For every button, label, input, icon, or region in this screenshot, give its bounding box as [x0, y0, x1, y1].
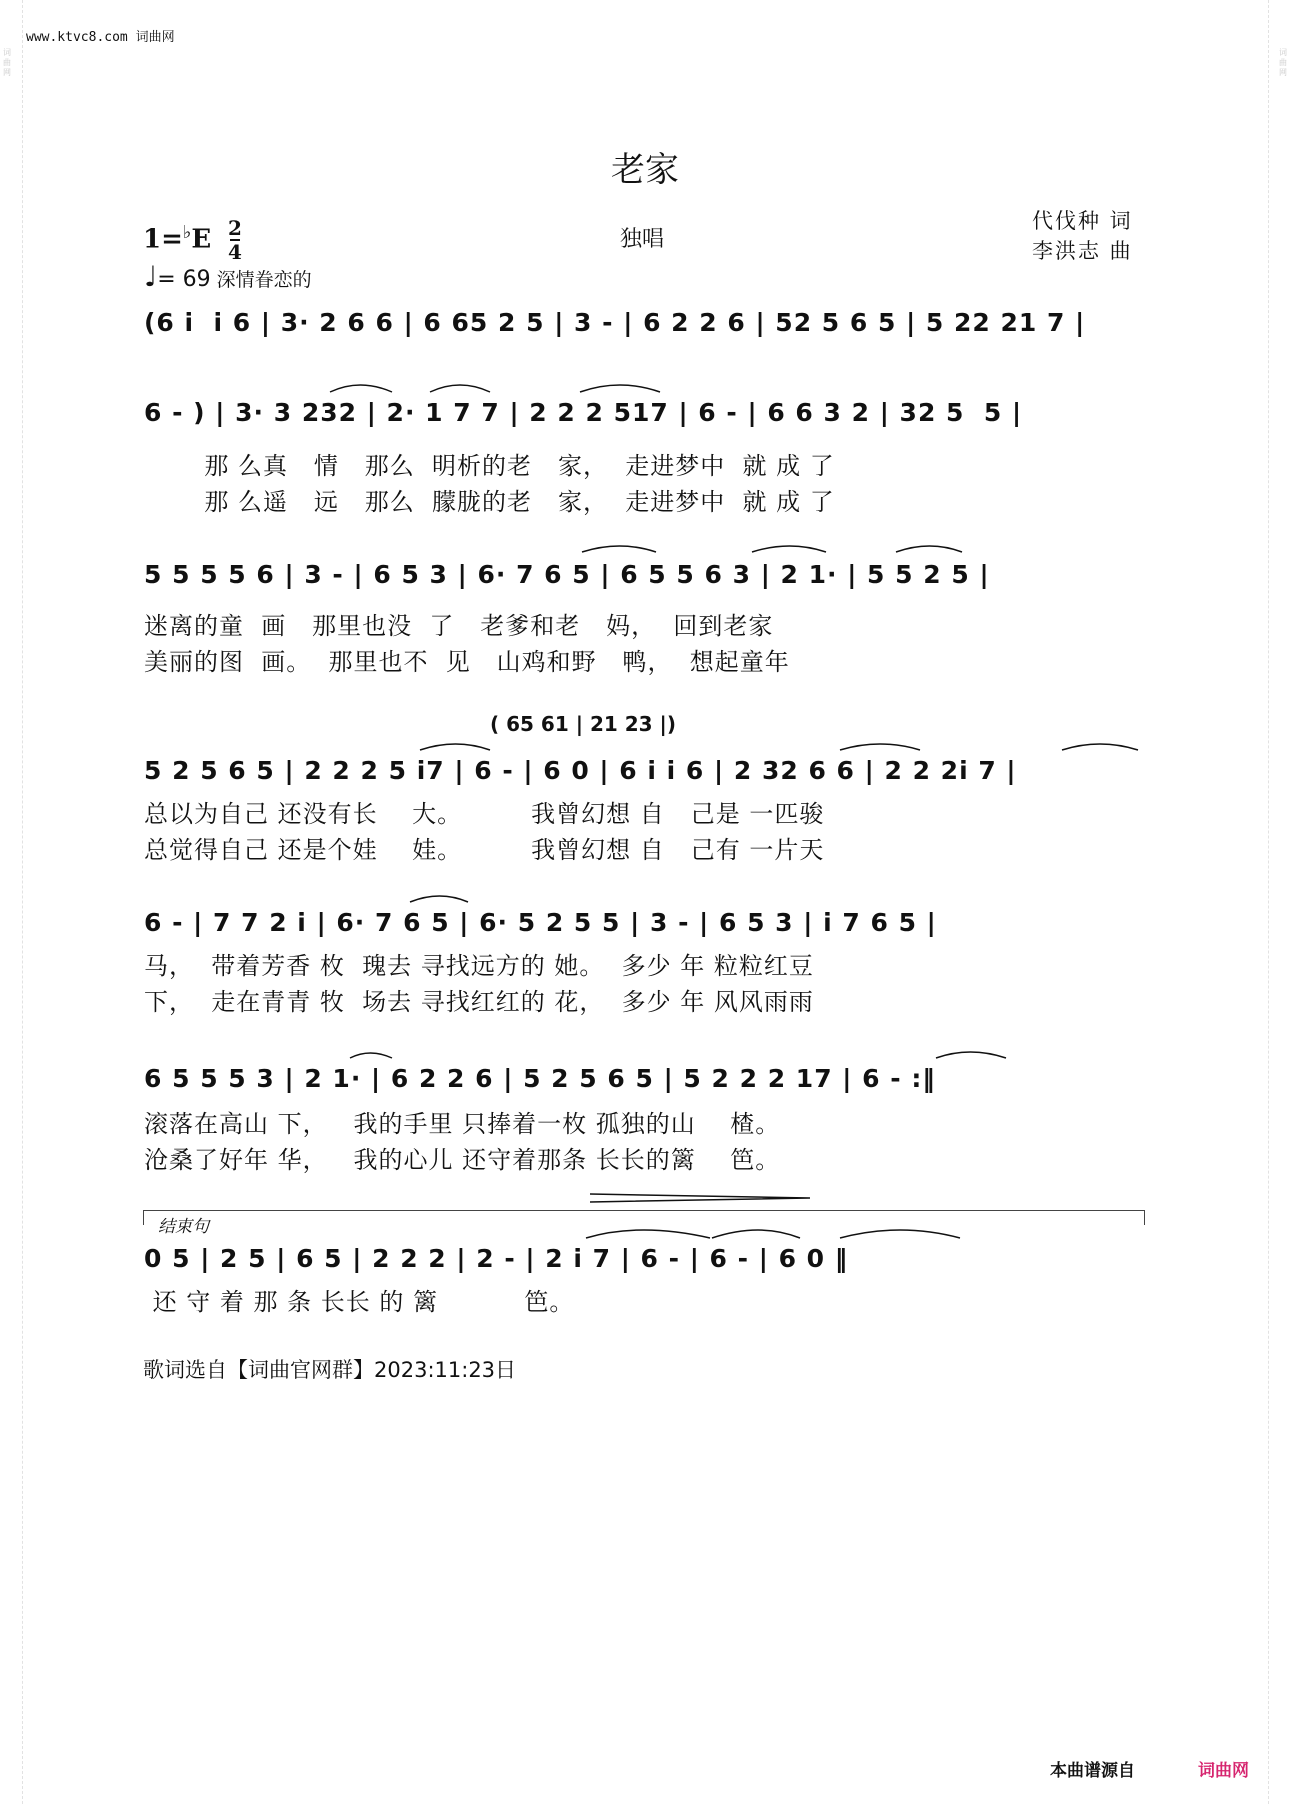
expression: 深情眷恋的 [216, 269, 312, 291]
composer: 李洪志 曲 [1032, 239, 1133, 263]
slur-mark [896, 546, 962, 552]
notation-line-2: 6 - ) | 3· 3 232 | 2· 1 7 7 | 2 2 2 517 | 6 - | 6 6 3 2 | 32 5 5 | [144, 398, 1023, 427]
slur-mark [350, 1053, 392, 1058]
notation-outro: 0 5 | 2 5 | 6 5 | 2 2 2 | 2 - | 2 i 7 | 6 - | 6 - | 6 0 ‖ [144, 1244, 849, 1273]
lyrics-line-3-verse-2: 美丽的图 画。 那里也不 见 山鸡和野 鸭， 想起童年 [144, 648, 790, 676]
notation-line-5: 6 - | 7 7 2 i | 6· 7 6 5 | 6· 5 2 5 5 | 3 - | 6 5 3 | i 7 6 5 | [144, 908, 937, 937]
lyrics-outro: 还 守 着 那 条 长长 的 篱 笆。 [144, 1288, 575, 1316]
site-header: www.ktvc8.com 词曲网 [26, 30, 175, 45]
slur-mark [580, 385, 660, 392]
lyrics-line-5-verse-2: 下， 走在青青 牧 场去 寻找红红的 花， 多少 年 风风雨雨 [144, 988, 814, 1016]
tempo-value: = 69 [157, 267, 211, 292]
slur-mark [840, 744, 920, 750]
meter-top: 2 [228, 216, 242, 240]
lyrics-line-4-verse-1: 总以为自己 还没有长 大。 我曾幻想 自 己是 一匹骏 [144, 800, 825, 828]
slur-mark [840, 1230, 960, 1238]
lyrics-line-3-verse-1: 迷离的童 画 那里也没 了 老爹和老 妈， 回到老家 [144, 612, 774, 640]
left-watermark-strip: 词 曲 网 [3, 48, 11, 77]
outro-label: 结束句 [158, 1217, 209, 1237]
meter-bottom: 4 [228, 240, 242, 264]
right-watermark-strip: 词 曲 网 [1279, 48, 1287, 77]
lyrics-line-2-verse-2: 那 么遥 远 那么 朦胧的老 家， 走进梦中 就 成 了 [144, 488, 835, 516]
interlude-notation: ( 65 61 | 21 23 |) [490, 712, 676, 736]
lyrics-line-6-verse-2: 沧桑了好年 华， 我的心儿 还守着那条 长长的篱 笆。 [144, 1146, 781, 1174]
slur-mark [586, 1230, 710, 1238]
lyrics-source: 歌词选自【词曲官网群】2023:11:23日 [143, 1358, 517, 1382]
lyrics-line-5-verse-1: 马， 带着芳香 枚 瑰去 寻找远方的 她。 多少 年 粒粒红豆 [144, 952, 814, 980]
slur-mark [330, 385, 392, 392]
lyrics-line-4-verse-2: 总觉得自己 还是个娃 娃。 我曾幻想 自 己有 一片天 [144, 836, 825, 864]
performance-type: 独唱 [620, 227, 665, 252]
slur-mark [936, 1052, 1006, 1058]
lyrics-line-2-verse-1: 那 么真 情 那么 明析的老 家， 走进梦中 就 成 了 [144, 452, 835, 480]
notation-line-3: 5 5 5 5 6 | 3 - | 6 5 3 | 6· 7 6 5 | 6 5 5 6 3 | 2 1· | 5 5 2 5 | [144, 560, 990, 589]
quarter-note-icon: ♩ [144, 260, 158, 293]
footer-brand-link[interactable]: 词曲网 [1198, 1761, 1249, 1781]
notation-line-6: 6 5 5 5 3 | 2 1· | 6 2 2 6 | 5 2 5 6 5 | 5 2 2 2 17 | 6 - :‖ [144, 1064, 936, 1093]
key-signature: 1=♭E [143, 222, 212, 255]
lyrics-line-6-verse-1: 滚落在高山 下， 我的手里 只捧着一枚 孤独的山 楂。 [144, 1110, 781, 1138]
lyricist: 代伐种 词 [1032, 209, 1133, 233]
song-title: 老家 [611, 150, 679, 190]
footer-source-label: 本曲谱源自 [1050, 1761, 1135, 1781]
notation-line-4: 5 2 5 6 5 | 2 2 2 5 i7 | 6 - | 6 0 | 6 i i 6 | 2 32 6 6 | 2 2 2i 7 | [144, 756, 1017, 785]
notation-line-1: (6 i i 6 | 3· 2 6 6 | 6 65 2 5 | 3 - | 6 2 2 6 | 52 5 6 5 | 5 22 21 7 | [144, 308, 1086, 337]
slur-mark [410, 896, 468, 902]
slur-mark [430, 385, 490, 392]
slur-mark [1062, 744, 1138, 750]
slur-mark [420, 744, 490, 750]
decrescendo-mark [590, 1194, 810, 1202]
slur-mark [752, 546, 826, 552]
slur-mark [712, 1230, 800, 1238]
slur-mark [582, 546, 656, 552]
